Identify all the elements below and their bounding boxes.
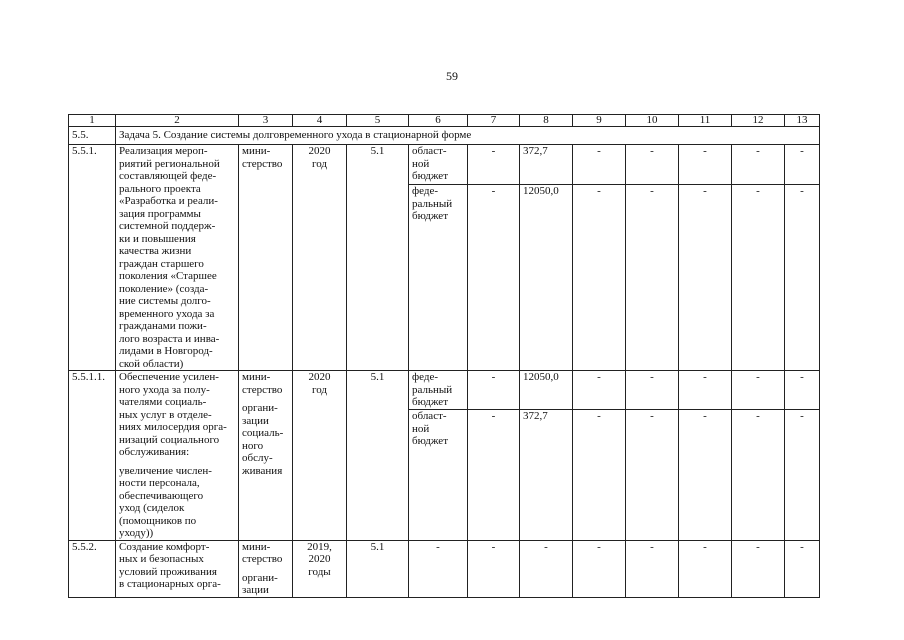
cell-11: - [679,145,732,185]
cell-12: - [732,185,785,371]
row-source: феде- ральный бюджет [409,371,468,410]
cell-8: - [520,540,573,597]
row-period: 2020 год [293,145,347,371]
cell-7: - [468,185,520,371]
task-title: Задача 5. Создание системы долговременного ухода в стационарной форме [116,127,820,145]
column-header: 2 [116,115,239,127]
cell-12: - [732,371,785,410]
column-header: 7 [468,115,520,127]
cell-11: - [679,185,732,371]
row-source: област- ной бюджет [409,410,468,540]
column-header: 5 [347,115,409,127]
row-executor: мини- стерство [239,145,293,371]
cell-8: 372,7 [520,410,573,540]
column-header: 3 [239,115,293,127]
cell-12: - [732,410,785,540]
cell-12: - [732,540,785,597]
cell-10: - [626,185,679,371]
task-row [69,127,820,145]
cell-10: - [626,540,679,597]
cell-13: - [785,185,820,371]
row-executor-secondary: органи- зации социаль- ного обслу- живания [242,402,284,477]
cell-8: 12050,0 [520,371,573,410]
row-executor-secondary: органи- зации [242,571,278,596]
row-executor: мини- стерство [242,540,283,565]
row-source: - [409,540,468,597]
row-number: 5.5.1. [69,145,116,371]
column-header: 6 [409,115,468,127]
cell-8: 12050,0 [520,185,573,371]
activities-table [68,114,820,598]
cell-7: - [468,371,520,410]
row-description-cell [116,371,239,541]
row-description: Обеспечение усилен- ного ухода за полу- чателями социаль- ных услуг в отделе- ниях милосердия орга- низаций социального обслуживания: [119,371,227,458]
cell-8: 372,7 [520,145,573,185]
column-header: 8 [520,115,573,127]
cell-13: - [785,371,820,410]
cell-10: - [626,410,679,540]
column-header: 4 [293,115,347,127]
column-header: 1 [69,115,116,127]
row-executor: мини- стерство [242,371,283,396]
table-row [69,540,820,597]
cell-9: - [573,540,626,597]
row-description-detail: увеличение числен- ности персонала, обеспечивающего уход (сиделок (помощников по уходу)) [119,464,212,539]
cell-7: - [468,410,520,540]
row-executor-cell [239,371,293,541]
row-indicator: 5.1 [347,145,409,371]
cell-9: - [573,371,626,410]
column-number-row [69,115,820,127]
cell-9: - [573,145,626,185]
cell-7: - [468,145,520,185]
cell-9: - [573,185,626,371]
cell-9: - [573,410,626,540]
cell-7: - [468,540,520,597]
row-description: Реализация мероп- риятий региональной составляющей феде- рального проекта «Разработка и реали- зация программы системной поддерж- ки и повышения качества жизни граждан старшего поколения «Старшее поколение» (созда- ние системы долго- временного ухода за гражданами пожи- лого возраста и инва- лидами в Новгород- ской области) [116,145,239,371]
row-number: 5.5.2. [69,540,116,597]
column-header: 12 [732,115,785,127]
column-header: 10 [626,115,679,127]
row-source: феде- ральный бюджет [409,185,468,371]
column-header: 13 [785,115,820,127]
row-number: 5.5.1.1. [69,371,116,541]
cell-11: - [679,540,732,597]
row-source: област- ной бюджет [409,145,468,185]
cell-13: - [785,540,820,597]
task-number: 5.5. [69,127,116,145]
row-indicator: 5.1 [347,540,409,597]
cell-13: - [785,145,820,185]
column-header: 9 [573,115,626,127]
cell-10: - [626,145,679,185]
table-row [69,371,820,410]
row-executor-cell [239,540,293,597]
row-description: Создание комфорт- ных и безопасных условий проживания в стационарных орга- [116,540,239,597]
row-indicator: 5.1 [347,371,409,541]
cell-13: - [785,410,820,540]
page-number: 59 [446,69,458,83]
cell-12: - [732,145,785,185]
row-period: 2019, 2020 годы [293,540,347,597]
column-header: 11 [679,115,732,127]
cell-10: - [626,371,679,410]
row-period: 2020 год [293,371,347,541]
cell-11: - [679,371,732,410]
table-row [69,145,820,185]
cell-11: - [679,410,732,540]
